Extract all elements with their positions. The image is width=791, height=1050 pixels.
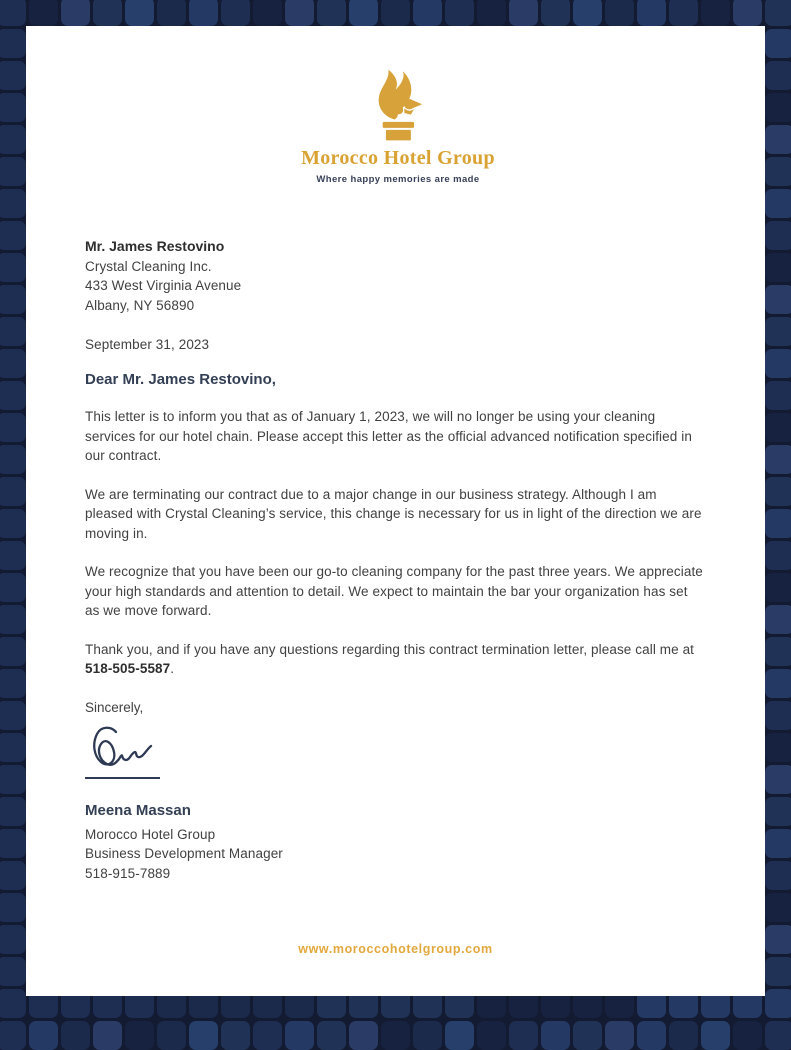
- body-paragraph-2: We are terminating our contract due to a major change in our business strategy. Although I am pleased with Crystal Cleaning’s service, this change is necessary for us in light of the direction we are moving in.: [85, 486, 702, 541]
- mosaic-tile: [765, 189, 791, 218]
- mosaic-tile: [765, 61, 791, 90]
- mosaic-tile: [381, 1021, 410, 1050]
- mosaic-tile: [765, 413, 791, 442]
- mosaic-tile: [605, 0, 634, 26]
- mosaic-tile: [765, 541, 791, 570]
- mosaic-tile: [765, 381, 791, 410]
- mosaic-tile: [765, 477, 791, 506]
- mosaic-tile: [0, 477, 26, 506]
- hotel-logo-icon: [356, 68, 440, 142]
- mosaic-tile: [413, 1021, 442, 1050]
- mosaic-tile: [637, 0, 666, 26]
- sender-name: Meena Massan: [85, 802, 191, 819]
- mosaic-tile: [93, 1021, 122, 1050]
- mosaic-tile: [0, 189, 26, 218]
- footer: [26, 940, 765, 958]
- mosaic-tile: [445, 0, 474, 26]
- mosaic-tile: [0, 765, 26, 794]
- mosaic-tile: [0, 381, 26, 410]
- letter-date: September 31, 2023: [85, 337, 210, 352]
- mosaic-tile: [765, 605, 791, 634]
- mosaic-tile: [0, 509, 26, 538]
- mosaic-tile: [0, 957, 26, 986]
- mosaic-tile: [0, 445, 26, 474]
- mosaic-tile: [765, 797, 791, 826]
- mosaic-tile: [765, 29, 791, 58]
- mosaic-tile: [765, 317, 791, 346]
- mosaic-tile: [765, 829, 791, 858]
- mosaic-tile: [573, 1021, 602, 1050]
- mosaic-tile: [0, 0, 26, 26]
- mosaic-tile: [157, 0, 186, 26]
- mosaic-tile: [669, 0, 698, 26]
- mosaic-tile: [317, 1021, 346, 1050]
- mosaic-tile: [29, 0, 58, 26]
- mosaic-tile: [0, 125, 26, 154]
- mosaic-tile: [541, 0, 570, 26]
- mosaic-tile: [0, 29, 26, 58]
- mosaic-tile: [125, 0, 154, 26]
- mosaic-tile: [765, 925, 791, 954]
- sender-title: Business Development Manager: [85, 846, 283, 861]
- mosaic-tile: [0, 157, 26, 186]
- salutation: Dear Mr. James Restovino,: [85, 371, 276, 388]
- mosaic-tile: [0, 637, 26, 666]
- mosaic-tile: [413, 0, 442, 26]
- mosaic-tile: [317, 0, 346, 26]
- mosaic-tile: [0, 701, 26, 730]
- mosaic-tile: [61, 1021, 90, 1050]
- mosaic-tile: [733, 1021, 762, 1050]
- recipient-address-line1: 433 West Virginia Avenue: [85, 278, 242, 293]
- mosaic-tile: [0, 61, 26, 90]
- mosaic-tile: [0, 573, 26, 602]
- mosaic-tile: [765, 861, 791, 890]
- body-paragraph-4: [85, 640, 703, 679]
- mosaic-tile: [477, 0, 506, 26]
- mosaic-tile: [765, 765, 791, 794]
- mosaic-tile: [189, 1021, 218, 1050]
- mosaic-tile: [765, 989, 791, 1018]
- mosaic-tile: [765, 573, 791, 602]
- mosaic-tile: [669, 1021, 698, 1050]
- mosaic-tile: [765, 285, 791, 314]
- mosaic-tile: [765, 157, 791, 186]
- mosaic-tile: [637, 1021, 666, 1050]
- mosaic-tile: [701, 1021, 730, 1050]
- mosaic-tile: [29, 1021, 58, 1050]
- mosaic-tile: [0, 925, 26, 954]
- website-text: www.moroccohotelgroup.com: [298, 942, 493, 956]
- mosaic-tile: [765, 0, 791, 26]
- mosaic-tile: [605, 1021, 634, 1050]
- mosaic-tile: [541, 1021, 570, 1050]
- sender-block: [85, 801, 711, 883]
- mosaic-tile: [509, 1021, 538, 1050]
- closing-word: Sincerely,: [85, 699, 144, 715]
- mosaic-tile: [349, 0, 378, 26]
- mosaic-tile: [0, 829, 26, 858]
- mosaic-tile: [0, 1021, 26, 1050]
- mosaic-tile: [0, 413, 26, 442]
- mosaic-tile: [0, 797, 26, 826]
- mosaic-tile: [285, 1021, 314, 1050]
- signature-line: [85, 777, 160, 780]
- mosaic-tile: [381, 0, 410, 26]
- mosaic-tile: [61, 0, 90, 26]
- mosaic-tile: [0, 317, 26, 346]
- recipient-name: Mr. James Restovino: [85, 238, 225, 254]
- mosaic-tile: [0, 541, 26, 570]
- mosaic-tile: [765, 669, 791, 698]
- body-paragraph-1: This letter is to inform you that as of January 1, 2023, we will no longer be using your cleaning services for our hotel chain. Please accept this letter as the official advanced notification specified in our contract.: [85, 409, 692, 463]
- mosaic-tile: [765, 509, 791, 538]
- contact-phone: 518-505-5587: [85, 661, 171, 676]
- mosaic-tile: [573, 0, 602, 26]
- letter-page: [26, 26, 765, 996]
- mosaic-tile: [285, 0, 314, 26]
- mosaic-tile: [765, 349, 791, 378]
- mosaic-tile: [0, 93, 26, 122]
- mosaic-tile: [733, 0, 762, 26]
- mosaic-tile: [0, 861, 26, 890]
- mosaic-tile: [765, 733, 791, 762]
- mosaic-tile: [0, 253, 26, 282]
- mosaic-tile: [0, 285, 26, 314]
- mosaic-tile: [157, 1021, 186, 1050]
- signature-scribble: [85, 725, 165, 771]
- mosaic-tile: [765, 445, 791, 474]
- mosaic-tile: [765, 253, 791, 282]
- mosaic-tile: [765, 1021, 791, 1050]
- mosaic-tile: [93, 0, 122, 26]
- final-paragraph-period: .: [170, 661, 175, 676]
- mosaic-tile: [0, 989, 26, 1018]
- mosaic-tile: [765, 221, 791, 250]
- mosaic-tile: [765, 893, 791, 922]
- letterhead: [85, 26, 711, 185]
- mosaic-tile: [765, 93, 791, 122]
- mosaic-tile: [701, 0, 730, 26]
- mosaic-tile: [765, 957, 791, 986]
- sender-phone: 518-915-7889: [85, 865, 171, 881]
- body-paragraph-3: We recognize that you have been our go-to cleaning company for the past three years. We appreciate your high standards and attention to detail. We expect to maintain the bar your organization has set as we move forward.: [85, 564, 703, 618]
- sender-company: Morocco Hotel Group: [85, 826, 216, 842]
- mosaic-tile: [445, 1021, 474, 1050]
- recipient-block: [85, 237, 711, 315]
- mosaic-tile: [0, 733, 26, 762]
- mosaic-tile: [125, 1021, 154, 1050]
- recipient-address-line2: Albany, NY 56890: [85, 297, 195, 313]
- brand-tagline: Where happy memories are made: [316, 174, 480, 185]
- brand-name: Morocco Hotel Group: [301, 147, 495, 169]
- mosaic-tile: [349, 1021, 378, 1050]
- mosaic-tile: [189, 0, 218, 26]
- mosaic-tile: [253, 1021, 282, 1050]
- mosaic-tile: [477, 1021, 506, 1050]
- mosaic-tile: [0, 669, 26, 698]
- mosaic-tile: [509, 0, 538, 26]
- mosaic-tile: [221, 1021, 250, 1050]
- mosaic-tile: [0, 893, 26, 922]
- mosaic-tile: [765, 701, 791, 730]
- mosaic-tile: [0, 221, 26, 250]
- mosaic-tile: [765, 637, 791, 666]
- mosaic-tile: [765, 125, 791, 154]
- signature-block: [85, 725, 711, 780]
- recipient-company: Crystal Cleaning Inc.: [85, 258, 212, 274]
- mosaic-tile: [0, 349, 26, 378]
- mosaic-tile: [253, 0, 282, 26]
- mosaic-tile: [221, 0, 250, 26]
- final-paragraph-text: Thank you, and if you have any questions regarding this contract termination letter, please call me at: [85, 641, 695, 657]
- mosaic-tile: [0, 605, 26, 634]
